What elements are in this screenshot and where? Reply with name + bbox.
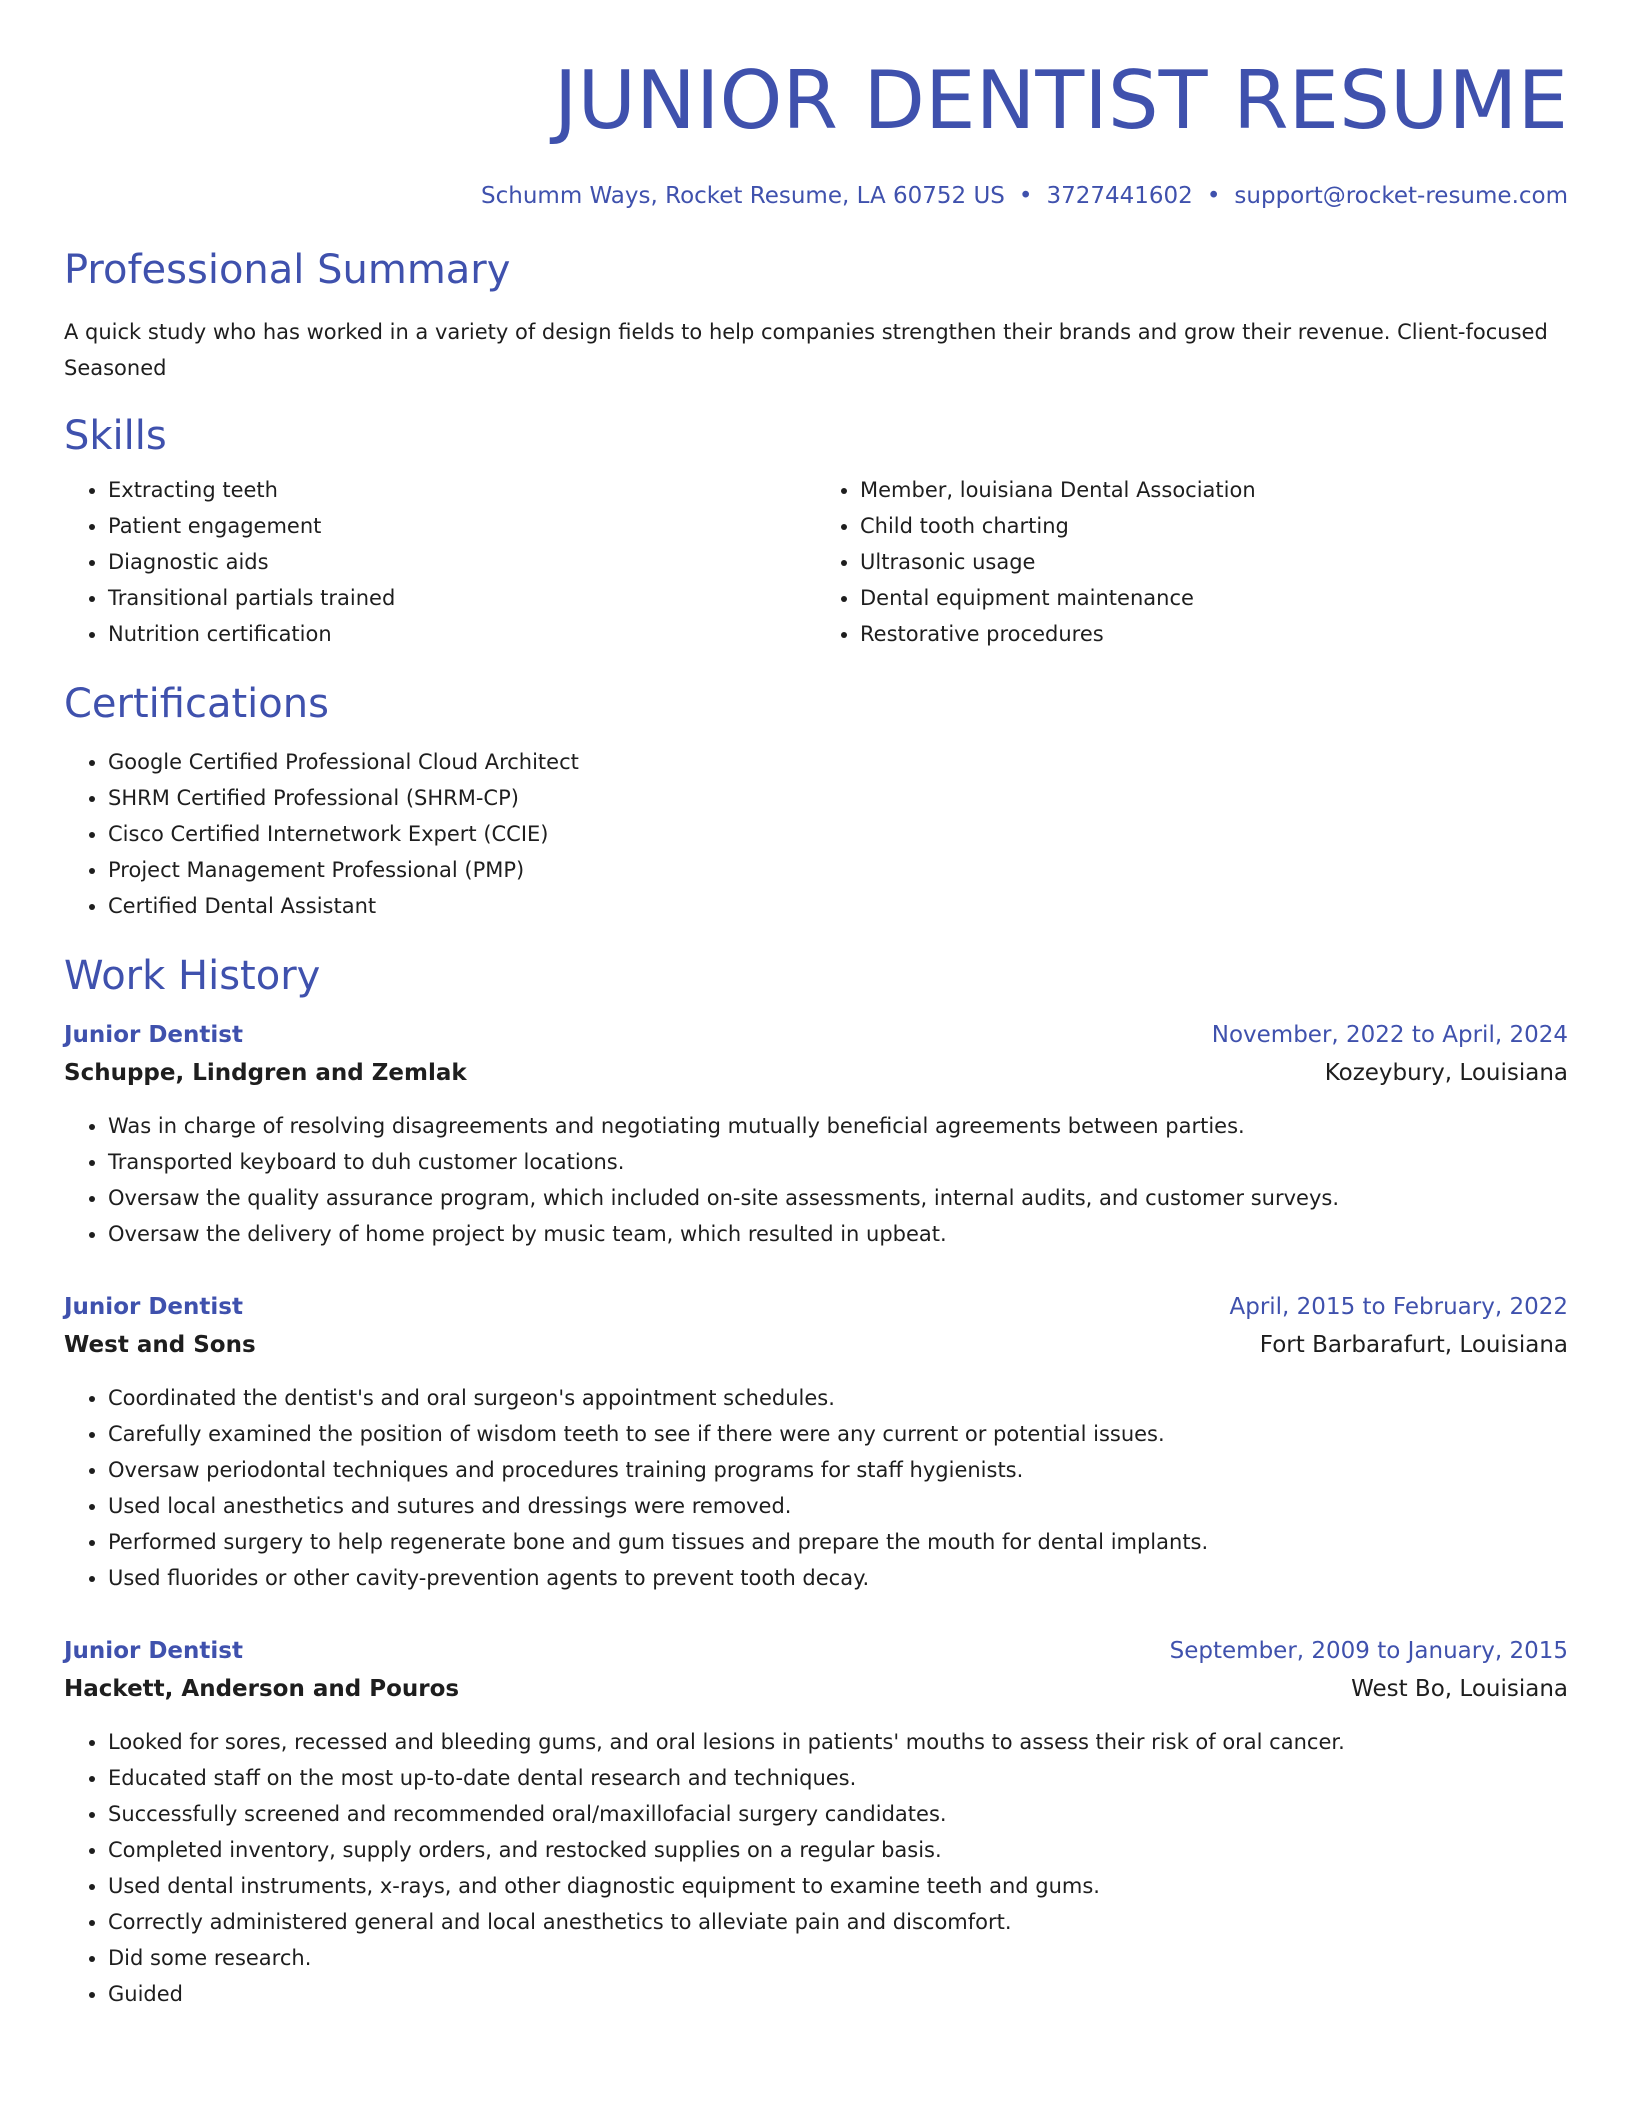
- job-bullet: • Oversaw periodontal techniques and procedures training programs for staff hygienists.: [108, 1452, 1568, 1488]
- job-bullet: • Oversaw the delivery of home project by music team, which resulted in upbeat.: [108, 1216, 1568, 1252]
- job-entry: [64, 1016, 1568, 1252]
- job-bullet: • Educated staff on the most up-to-date dental research and techniques.: [108, 1760, 1568, 1796]
- job-bullet: • Used dental instruments, x-rays, and other diagnostic equipment to examine teeth and gums.: [108, 1868, 1568, 1904]
- work-history-heading: Work History: [64, 953, 321, 999]
- job-bullet: • Did some research.: [108, 1940, 1568, 1976]
- contact-email: support@rocket-resume.com: [1234, 183, 1568, 209]
- skill-item: • Restorative procedures: [860, 616, 1568, 652]
- summary-text: A quick study who has worked in a variety of design fields to help companies strengthen their brands and grow their revenue. Client-focused Seasoned: [64, 320, 1548, 380]
- job-company: West and Sons: [64, 1332, 256, 1358]
- resume-page: [64, 0, 1568, 2012]
- job-entry: [64, 1288, 1568, 1596]
- job-dates: September, 2009 to January, 2015: [1169, 1638, 1568, 1664]
- job-bullet: • Used fluorides or other cavity-prevention agents to prevent tooth decay.: [108, 1560, 1568, 1596]
- certifications-list: [64, 744, 1568, 924]
- job-bullet: • Coordinated the dentist's and oral surgeon's appointment schedules.: [108, 1380, 1568, 1416]
- job-dates: April, 2015 to February, 2022: [1229, 1294, 1568, 1320]
- job-bullet: • Carefully examined the position of wisdom teeth to see if there were any current or potential issues.: [108, 1416, 1568, 1452]
- job-dates: November, 2022 to April, 2024: [1211, 1022, 1568, 1048]
- skill-item: • Nutrition certification: [108, 616, 816, 652]
- job-title: Junior Dentist: [64, 1294, 243, 1320]
- certification-item: • Cisco Certified Internetwork Expert (CCIE): [108, 816, 1568, 852]
- job-bullet-list: [64, 1108, 1568, 1252]
- skill-item: • Extracting teeth: [108, 472, 816, 508]
- certifications-section: [64, 678, 1568, 924]
- job-bullet: • Transported keyboard to duh customer locations.: [108, 1144, 1568, 1180]
- skills-heading: Skills: [64, 413, 167, 459]
- job-header-row: [64, 1016, 1568, 1054]
- job-company-row: [64, 1054, 1568, 1092]
- job-company: Hackett, Anderson and Pouros: [64, 1676, 460, 1702]
- job-entry: [64, 1632, 1568, 2012]
- summary-section: [64, 244, 1568, 386]
- skill-item: • Member, louisiana Dental Association: [860, 472, 1568, 508]
- job-company-row: [64, 1670, 1568, 1708]
- certification-item: • Certified Dental Assistant: [108, 888, 1568, 924]
- page-title: JUNIOR DENTIST RESUME: [553, 54, 1568, 147]
- contact-separator: •: [1206, 183, 1221, 209]
- summary-heading: Professional Summary: [64, 247, 511, 293]
- contact-address: Schumm Ways, Rocket Resume, LA 60752 US: [481, 183, 1005, 209]
- skills-list-left: [64, 472, 816, 652]
- skill-item: • Diagnostic aids: [108, 544, 816, 580]
- skill-item: • Transitional partials trained: [108, 580, 816, 616]
- job-bullet: • Performed surgery to help regenerate bone and gum tissues and prepare the mouth for dental implants.: [108, 1524, 1568, 1560]
- contact-phone: 3727441602: [1046, 183, 1193, 209]
- work-history-section: [64, 950, 1568, 2012]
- job-header-row: [64, 1632, 1568, 1670]
- skills-list-right: [816, 472, 1568, 652]
- job-bullet: • Successfully screened and recommended oral/maxillofacial surgery candidates.: [108, 1796, 1568, 1832]
- job-location: Fort Barbarafurt, Louisiana: [1259, 1332, 1568, 1358]
- job-bullet: • Guided: [108, 1976, 1568, 2012]
- skill-item: • Child tooth charting: [860, 508, 1568, 544]
- skills-columns: [64, 472, 1568, 652]
- skill-item: • Patient engagement: [108, 508, 816, 544]
- job-location: Kozeybury, Louisiana: [1324, 1060, 1568, 1086]
- job-company: Schuppe, Lindgren and Zemlak: [64, 1060, 467, 1086]
- job-location: West Bo, Louisiana: [1351, 1676, 1568, 1702]
- job-company-row: [64, 1326, 1568, 1364]
- certification-item: • Project Management Professional (PMP): [108, 852, 1568, 888]
- job-bullet-list: [64, 1724, 1568, 2012]
- skill-item: • Dental equipment maintenance: [860, 580, 1568, 616]
- job-bullet: • Looked for sores, recessed and bleeding gums, and oral lesions in patients' mouths to assess their risk of oral cancer.: [108, 1724, 1568, 1760]
- job-bullet: • Used local anesthetics and sutures and dressings were removed.: [108, 1488, 1568, 1524]
- job-bullet: • Completed inventory, supply orders, and restocked supplies on a regular basis.: [108, 1832, 1568, 1868]
- job-title: Junior Dentist: [64, 1638, 243, 1664]
- job-bullet-list: [64, 1380, 1568, 1596]
- certification-item: • SHRM Certified Professional (SHRM-CP): [108, 780, 1568, 816]
- job-bullet: • Was in charge of resolving disagreements and negotiating mutually beneficial agreements between parties.: [108, 1108, 1568, 1144]
- job-title: Junior Dentist: [64, 1022, 243, 1048]
- job-header-row: [64, 1288, 1568, 1326]
- certifications-heading: Certifications: [64, 681, 329, 727]
- certification-item: • Google Certified Professional Cloud Architect: [108, 744, 1568, 780]
- contact-separator: •: [1018, 183, 1033, 209]
- skill-item: • Ultrasonic usage: [860, 544, 1568, 580]
- contact-line: [64, 180, 1568, 212]
- skills-section: [64, 410, 1568, 652]
- job-bullet: • Oversaw the quality assurance program, which included on-site assessments, internal audits, and customer surveys.: [108, 1180, 1568, 1216]
- job-bullet: • Correctly administered general and local anesthetics to alleviate pain and discomfort.: [108, 1904, 1568, 1940]
